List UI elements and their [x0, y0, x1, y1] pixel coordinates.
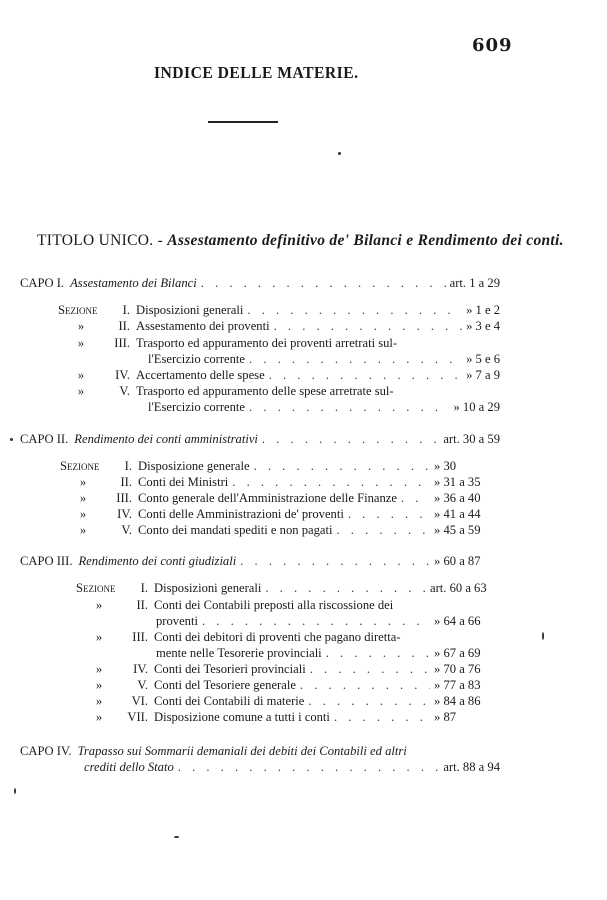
sezione-title-cont: mente nelle Tesorerie provinciali: [156, 646, 322, 660]
leader-dots: [249, 400, 449, 415]
capo-ref: » 60 a 87: [434, 554, 481, 568]
sezione-title: Conto generale dell'Amministrazione delle Finanze: [138, 491, 397, 505]
capo-2-sezione-5: [60, 523, 500, 538]
sezione-prefix: »: [95, 630, 103, 644]
sezione-prefix: »: [95, 694, 103, 708]
capo-1-sezione-3: [58, 336, 500, 351]
sezione-title: Trasporto ed appuramento dei proventi arretrati sul-: [136, 336, 398, 350]
sezione-ref: » 67 a 69: [434, 646, 481, 660]
capo-3-row: [20, 554, 500, 569]
sezione-title: Conti delle Amministrazioni de' proventi: [138, 507, 344, 521]
sezione-title: Accertamento delle spese: [136, 368, 265, 382]
sezione-title: Conti dei debitori di proventi che pagano diretta-: [154, 630, 401, 644]
sezione-prefix: »: [95, 598, 103, 612]
sezione-prefix: »: [95, 678, 103, 692]
capo-3-sezione-6: [76, 694, 500, 709]
capo-1-sezione-5-cont: [148, 400, 500, 415]
sezione-ref: » 1 e 2: [466, 303, 500, 317]
sezione-title: Conti dei Contabili preposti alla riscossione dei: [154, 598, 394, 612]
sezione-ref: » 5 e 6: [466, 352, 500, 366]
sezione-title: Assestamento dei proventi: [136, 319, 270, 333]
capo-title: Trapasso sui Sommarii demaniali dei debiti dei Contabili ed altri: [77, 744, 407, 758]
capo-1-row: [20, 276, 500, 291]
capo-2-sezione-2: [60, 475, 500, 490]
sezione-prefix: »: [79, 507, 87, 521]
sezione-ref: » 3 e 4: [466, 319, 500, 333]
page-title: INDICE DELLE MATERIE.: [154, 63, 359, 82]
sezione-ref: » 84 a 86: [434, 694, 481, 708]
capo-3-sezione-2: [76, 598, 500, 613]
sezione-prefix: »: [77, 319, 85, 333]
capo-1-sezione-1: [58, 303, 500, 318]
sezione-title: Disposizioni generali: [136, 303, 244, 317]
sezione-number: V.: [121, 523, 132, 537]
capo-3-sezione-3: [76, 630, 500, 645]
titolo-text: Assestamento definitivo de' Bilanci e Rendimento dei conti.: [167, 232, 564, 249]
capo-3-sezione-7: [76, 710, 500, 725]
leader-dots: [401, 491, 430, 506]
speck: [14, 788, 16, 794]
leader-dots: [262, 432, 439, 447]
capo-1-sezione-2: [58, 319, 500, 334]
sezione-title: Disposizione generale: [138, 459, 250, 473]
leader-dots: [310, 662, 430, 677]
sezione-ref: » 7 a 9: [466, 368, 500, 382]
leader-dots: [274, 319, 462, 334]
sezione-ref: » 31 a 35: [434, 475, 481, 489]
sezione-number: II.: [118, 319, 130, 333]
sezione-number: II.: [120, 475, 132, 489]
sezione-number: II.: [136, 598, 148, 612]
sezione-title: Conti dei Contabili di materie: [154, 694, 305, 708]
leader-dots: [265, 581, 426, 596]
speck: [542, 632, 544, 640]
sezione-title: Trasporto ed appuramento delle spese arretrate sul-: [136, 384, 394, 398]
capo-label: CAPO III.: [20, 554, 73, 568]
sezione-number: VI.: [131, 694, 148, 708]
sezione-title: Conti del Tesoriere generale: [154, 678, 296, 692]
capo-3-sezione-1: [76, 581, 500, 596]
leader-dots: [178, 760, 440, 775]
leader-dots: [348, 507, 430, 522]
sezione-title-cont: l'Esercizio corrente: [148, 352, 246, 366]
sezione-ref: » 77 a 83: [434, 678, 481, 692]
sezione-number: IV.: [117, 507, 132, 521]
sezione-prefix: Sezione: [76, 581, 116, 595]
leader-dots: [240, 554, 430, 569]
leader-dots: [232, 475, 430, 490]
capo-1-sezione-3-cont: [148, 352, 500, 367]
sezione-title: Conti dei Tesorieri provinciali: [154, 662, 306, 676]
sezione-number: III.: [114, 336, 130, 350]
capo-2-sezione-3: [60, 491, 500, 506]
capo-label: CAPO IV.: [20, 744, 72, 758]
leader-dots: [269, 368, 462, 383]
sezione-number: I.: [122, 303, 130, 317]
sezione-number: IV.: [115, 368, 130, 382]
capo-3-sezione-2-cont: [156, 614, 500, 629]
sezione-prefix: »: [77, 384, 85, 398]
sezione-number: VII.: [127, 710, 148, 724]
capo-title: Assestamento dei Bilanci: [70, 276, 197, 290]
sezione-title: Conti dei Ministri: [138, 475, 229, 489]
capo-1-sezione-5: [58, 384, 500, 399]
leader-dots: [334, 710, 430, 725]
sezione-number: III.: [132, 630, 148, 644]
sezione-ref: » 41 a 44: [434, 507, 481, 521]
capo-ref: art. 88 a 94: [443, 760, 500, 774]
leader-dots: [300, 678, 430, 693]
capo-label: CAPO II.: [20, 432, 69, 446]
capo-2-sezione-1: [60, 459, 500, 474]
leader-dots: [308, 694, 430, 709]
capo-title-cont: crediti dello Stato: [84, 760, 174, 774]
sezione-title: Conto dei mandati spediti e non pagati: [138, 523, 333, 537]
capo-3-sezione-4: [76, 662, 500, 677]
sezione-number: IV.: [133, 662, 148, 676]
sezione-number: V.: [137, 678, 148, 692]
sezione-prefix: »: [79, 491, 87, 505]
sezione-number: V.: [119, 384, 130, 398]
sezione-prefix: Sezione: [58, 303, 98, 317]
sezione-ref: art. 60 a 63: [430, 581, 487, 595]
title-rule: [208, 121, 278, 123]
capo-2-sezione-4: [60, 507, 500, 522]
leader-dots: [336, 523, 430, 538]
capo-4-row: [20, 744, 500, 759]
sezione-number: I.: [124, 459, 132, 473]
speck: [338, 152, 341, 155]
leader-dots: [247, 303, 462, 318]
leader-dots: [326, 646, 430, 661]
capo-2-row: [20, 432, 500, 447]
sezione-prefix: »: [95, 710, 103, 724]
sezione-prefix: »: [95, 662, 103, 676]
capo-3-sezione-5: [76, 678, 500, 693]
sezione-ref: » 64 a 66: [434, 614, 481, 628]
sezione-prefix: »: [79, 523, 87, 537]
sezione-title: Disposizioni generali: [154, 581, 262, 595]
page-number: 609: [472, 35, 513, 56]
leader-dots: [254, 459, 430, 474]
speck: [10, 438, 13, 441]
sezione-ref: » 45 a 59: [434, 523, 481, 537]
sezione-ref: » 10 a 29: [453, 400, 500, 414]
sezione-prefix: Sezione: [60, 459, 100, 473]
speck: [174, 836, 179, 838]
capo-label: CAPO I.: [20, 276, 65, 290]
capo-ref: art. 30 a 59: [443, 432, 500, 446]
sezione-title: Disposizione comune a tutti i conti: [154, 710, 330, 724]
titolo-label: TITOLO UNICO.: [37, 232, 154, 249]
sezione-prefix: »: [77, 368, 85, 382]
sezione-number: I.: [140, 581, 148, 595]
titolo-heading: [37, 232, 564, 250]
capo-ref: art. 1 a 29: [449, 276, 500, 290]
sezione-ref: » 36 a 40: [434, 491, 481, 505]
leader-dots: [249, 352, 462, 367]
sezione-prefix: »: [79, 475, 87, 489]
capo-3-sezione-3-cont: [156, 646, 500, 661]
capo-4-row-cont: [84, 760, 500, 775]
sezione-prefix: »: [77, 336, 85, 350]
sezione-ref: » 70 a 76: [434, 662, 481, 676]
titolo-dash: -: [153, 232, 168, 249]
sezione-number: III.: [116, 491, 132, 505]
leader-dots: [201, 276, 446, 291]
capo-title: Rendimento dei conti giudiziali: [78, 554, 237, 568]
sezione-title-cont: l'Esercizio corrente: [148, 400, 246, 414]
sezione-ref: » 87: [434, 710, 457, 724]
sezione-ref: » 30: [434, 459, 457, 473]
sezione-title-cont: proventi: [156, 614, 198, 628]
leader-dots: [202, 614, 430, 629]
capo-1-sezione-4: [58, 368, 500, 383]
capo-title: Rendimento dei conti amministrativi: [74, 432, 258, 446]
